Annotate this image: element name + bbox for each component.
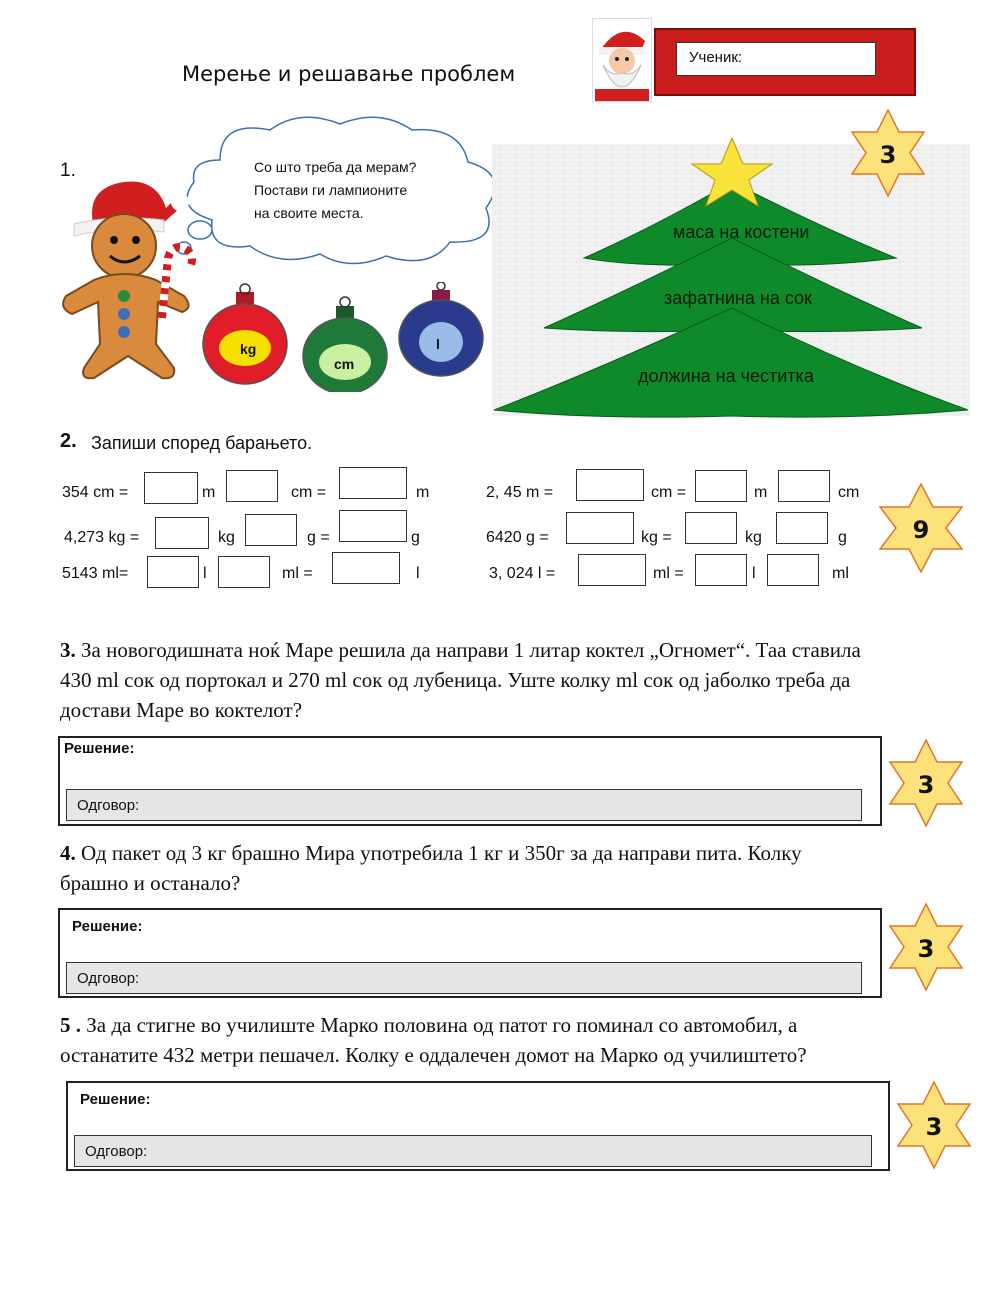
row-unit: l	[203, 565, 207, 582]
answer-box[interactable]	[332, 552, 400, 584]
answer-box[interactable]	[155, 517, 209, 549]
row-unit: m	[202, 484, 216, 501]
points-q1: 3	[879, 141, 897, 169]
q4-solution-label: Решение:	[72, 918, 143, 935]
row-unit: g =	[307, 529, 330, 546]
points-q5: 3	[925, 1113, 943, 1141]
q5-answer-label: Одговор:	[85, 1143, 148, 1160]
tree-label-mass[interactable]: маса на костени	[673, 222, 810, 242]
q3-solution-box[interactable]	[58, 736, 882, 826]
ornaments	[200, 282, 490, 392]
row-unit: kg =	[641, 529, 672, 546]
q4-solution-box[interactable]	[58, 908, 882, 998]
points-q3: 3	[917, 771, 935, 799]
row-unit: cm =	[291, 484, 327, 501]
cloud-line: на своите места.	[254, 205, 364, 221]
ornament-label-l: l	[436, 336, 440, 352]
q5-line: За да стигне во училиште Марко половина од патот го поминал со автомобил, а	[81, 1013, 798, 1037]
points-star-q2	[878, 482, 964, 574]
q3-line: 430 ml сок од портокал и 270 ml сок од лубеница. Уште колку ml сок од јаболко треба да	[60, 668, 851, 692]
q4-line: брашно и останало?	[60, 871, 241, 895]
q4-line: Од пакет од 3 кг брашно Мира употребила 1 кг и 350г за да направи пита. Колку	[75, 841, 802, 865]
q3-number: 3.	[60, 638, 76, 662]
q3-answer-label: Одговор:	[77, 797, 140, 814]
q2-instruction: Запиши според барањето.	[91, 433, 313, 453]
tree-label-length[interactable]: должина на честитка	[638, 366, 814, 386]
student-bar	[654, 28, 916, 96]
answer-box[interactable]	[778, 470, 830, 502]
q1-number: 1.	[60, 160, 76, 181]
answer-box[interactable]	[566, 512, 634, 544]
ornament-kg[interactable]	[203, 284, 287, 384]
row-unit: kg	[745, 529, 762, 546]
cloud-line: Постави ги лампионите	[254, 182, 408, 198]
points-star-q5	[896, 1080, 972, 1170]
ornament-cm[interactable]	[303, 297, 387, 392]
row-unit: l	[752, 565, 756, 582]
points-q2: 9	[912, 516, 930, 544]
answer-box[interactable]	[147, 556, 199, 588]
answer-box[interactable]	[576, 469, 644, 501]
answer-box[interactable]	[767, 554, 819, 586]
q5-answer-field[interactable]	[74, 1135, 872, 1167]
row-start: 2, 45 m =	[486, 484, 554, 501]
ornament-label-cm: cm	[334, 356, 355, 372]
tree-label-volume[interactable]: зафатнина на сок	[664, 288, 812, 308]
q3-text	[60, 635, 960, 725]
q5-solution-box[interactable]	[66, 1081, 890, 1171]
answer-box[interactable]	[578, 554, 646, 586]
answer-box[interactable]	[226, 470, 278, 502]
row-unit: ml =	[653, 565, 684, 582]
q4-answer-field[interactable]	[66, 962, 862, 994]
student-name-field[interactable]	[676, 42, 876, 76]
points-star-q3	[888, 738, 964, 828]
q4-answer-label: Одговор:	[77, 970, 140, 987]
gingerbread-man-icon	[44, 168, 204, 383]
q3-line: достави Маре во коктелот?	[60, 698, 303, 722]
answer-box[interactable]	[218, 556, 270, 588]
cloud-text	[254, 156, 454, 225]
answer-box[interactable]	[695, 470, 747, 502]
row-unit: cm	[838, 484, 860, 501]
points-q4: 3	[917, 935, 935, 963]
q5-number: 5 .	[60, 1013, 81, 1037]
answer-box[interactable]	[339, 510, 407, 542]
cloud-line: Со што треба да мерам?	[254, 159, 417, 175]
points-star-q4	[888, 902, 964, 992]
q5-line: останатите 432 метри пешачел. Колку е оддалечен домот на Марко од училиштето?	[60, 1043, 807, 1067]
q4-text	[60, 838, 960, 898]
points-star-q1	[850, 108, 926, 198]
q5-text	[60, 1010, 960, 1070]
q5-solution-label: Решение:	[80, 1091, 151, 1108]
row-unit: ml =	[282, 565, 313, 582]
q4-number: 4.	[60, 841, 76, 865]
row-start: 6420 g =	[486, 529, 549, 546]
q3-solution-label: Решение:	[64, 740, 135, 757]
row-unit: m	[416, 484, 430, 501]
ornament-l[interactable]	[399, 282, 483, 376]
row-unit: m	[754, 484, 768, 501]
row-unit: ml	[832, 565, 849, 582]
q3-line: За новогодишната ноќ Маре решила да направи 1 литар коктел „Огномет“. Таа ставила	[75, 638, 861, 662]
answer-box[interactable]	[695, 554, 747, 586]
answer-box[interactable]	[685, 512, 737, 544]
q3-answer-field[interactable]	[66, 789, 862, 821]
row-start: 354 cm =	[62, 484, 129, 501]
row-start: 3, 024 l =	[489, 565, 556, 582]
row-unit: cm =	[651, 484, 687, 501]
answer-box[interactable]	[776, 512, 828, 544]
row-start: 4,273 kg =	[64, 529, 140, 546]
row-unit: g	[838, 529, 847, 546]
row-unit: kg	[218, 529, 235, 546]
student-label: Ученик:	[689, 49, 743, 66]
ornament-label-kg: kg	[240, 341, 257, 357]
row-unit: l	[416, 565, 420, 582]
q2-number: 2.	[60, 430, 77, 452]
page-title: Мерење и решавање проблем	[182, 62, 516, 86]
santa-icon	[592, 18, 652, 102]
row-start: 5143 ml=	[62, 565, 129, 582]
answer-box[interactable]	[144, 472, 198, 504]
row-unit: g	[411, 529, 420, 546]
answer-box[interactable]	[245, 514, 297, 546]
student-header	[592, 18, 912, 100]
answer-box[interactable]	[339, 467, 407, 499]
